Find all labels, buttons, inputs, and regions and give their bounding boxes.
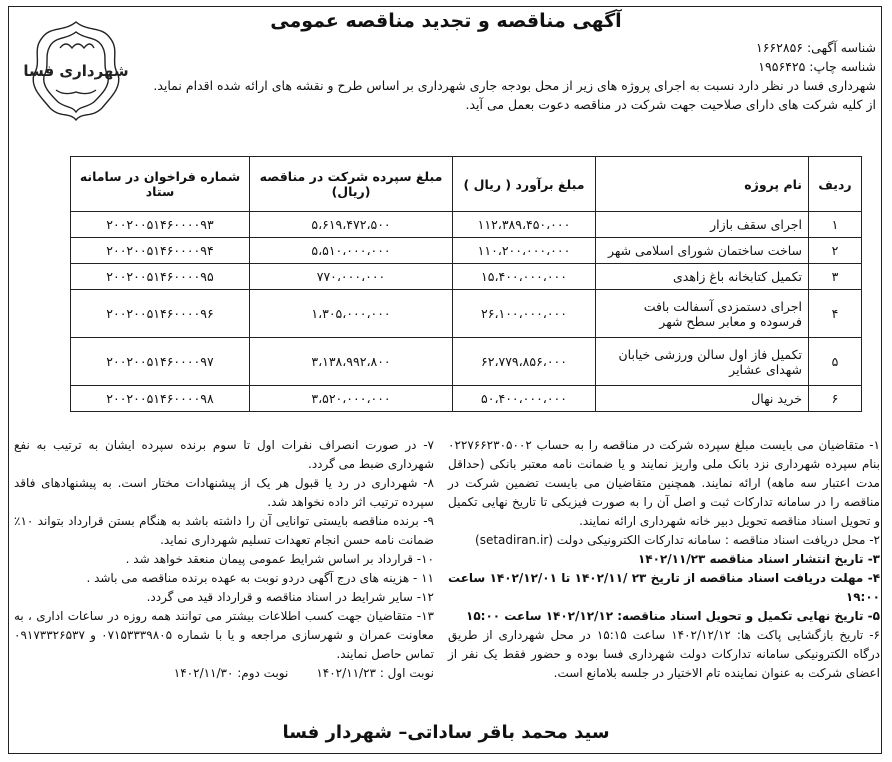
cell-row: ۲ <box>809 238 862 264</box>
cell-row: ۶ <box>809 386 862 412</box>
cell-call: ۲۰۰۲۰۰۵۱۴۶۰۰۰۰۹۵ <box>71 264 250 290</box>
term-4: ۴- مهلت دریافت اسناد مناقصه از تاریخ ۲۳ /۱۴۰۲/۱۱ تا ۱۴۰۲/۱۲/۰۱ ساعت ۱۹:۰۰ <box>448 571 881 604</box>
cell-deposit: ۱،۳۰۵،۰۰۰،۰۰۰ <box>250 290 453 338</box>
term-12: ۱۲- سایر شرایط در اسناد مناقصه و قرارداد قید می گردد. <box>146 590 434 604</box>
table-row <box>71 386 862 412</box>
cell-row: ۳ <box>809 264 862 290</box>
table-row <box>71 212 862 238</box>
cell-call: ۲۰۰۲۰۰۵۱۴۶۰۰۰۰۹۷ <box>71 338 250 386</box>
cell-row: ۱ <box>809 212 862 238</box>
col-estimate: مبلغ برآورد ( ریال ) <box>453 157 596 212</box>
cell-name: تکمیل کتابخانه باغ زاهدی <box>596 264 809 290</box>
cell-estimate: ۲۶،۱۰۰،۰۰۰،۰۰۰ <box>453 290 596 338</box>
cell-estimate: ۵۰،۴۰۰،۰۰۰،۰۰۰ <box>453 386 596 412</box>
intro-line-2: از کلیه شرکت های دارای صلاحیت جهت شرکت در مناقصه دعوت بعمل می آید. <box>465 97 876 112</box>
term-3: ۳- تاریخ انتشار اسناد مناقصه ۱۴۰۲/۱۱/۲۳ <box>637 552 880 566</box>
col-deposit: مبلغ سپرده شرکت در مناقصه (ریال) <box>250 157 453 212</box>
cell-deposit: ۳،۱۳۸،۹۹۲،۸۰۰ <box>250 338 453 386</box>
cell-call: ۲۰۰۲۰۰۵۱۴۶۰۰۰۰۹۸ <box>71 386 250 412</box>
cell-deposit: ۳،۵۲۰،۰۰۰،۰۰۰ <box>250 386 453 412</box>
intro-line-1: شهرداری فسا در نظر دارد نسبت به اجرای پروژه های زیر از محل بودجه جاری شهرداری بر اساس طرح و نقشه های ارائه شده اقدام نماید. <box>153 78 876 93</box>
cell-estimate: ۱۱۲،۳۸۹،۴۵۰،۰۰۰ <box>453 212 596 238</box>
ad-title: آگهی مناقصه و تجدید مناقصه عمومی <box>270 10 622 32</box>
col-row: ردیف <box>809 157 862 212</box>
term-5: ۵- تاریخ نهایی تکمیل و تحویل اسناد مناقصه: ۱۴۰۲/۱۲/۱۲ ساعت ۱۵:۰۰ <box>466 609 880 623</box>
term-9: ۹- برنده مناقصه بایستی توانایی آن را داشته باشد به هنگام بستن قرارداد بتواند ۱۰٪ ضمانت نامه حسن انجام تعهدات تسلیم شهرداری نماید. <box>14 514 434 547</box>
term-1: ۱- متقاضیان می بایست مبلغ سپرده شرکت در مناقصه را به حساب ۰۲۲۷۶۶۲۳۰۵۰۰۲ بنام سپرده شهرداری نزد بانک ملی واریز نمایند و یا ضمانت نامه معتبر بانکی (حداقل مدت اعتبار سه ماهه) ارائه نمایند. همچنین متقاضیان می بایست تضمین شرکت در مناقصه را در سامانه تدارکات ثبت و اصل آن را به صورت فیزیکی تا تاریخ نهایی تکمیل و تحویل اسناد مناقصه تحویل دبیر خانه شهرداری ارائه نمایند. <box>448 438 880 528</box>
col-call-number: شماره فراخوان در سامانه ستاد <box>71 157 250 212</box>
term-11: ۱۱ - هزینه های درج آگهی دردو نوبت به عهده برنده مناقصه می باشد . <box>86 571 434 585</box>
cell-estimate: ۱۵،۴۰۰،۰۰۰،۰۰۰ <box>453 264 596 290</box>
term-2: ۲- محل دریافت اسناد مناقصه : سامانه تدارکات الکترونیکی دولت (setadiran.ir) <box>475 533 880 547</box>
first-publication: نوبت اول : ۱۴۰۲/۱۱/۲۳ <box>316 666 434 680</box>
term-10: ۱۰- قرارداد بر اساس شرایط عمومی پیمان منعقد خواهد شد . <box>125 552 434 566</box>
table-header-row <box>71 157 862 212</box>
svg-text:شهرداری فسا: شهرداری فسا <box>23 62 129 80</box>
table-row <box>71 290 862 338</box>
publication-dates <box>14 664 434 683</box>
cell-deposit: ۷۷۰،۰۰۰،۰۰۰ <box>250 264 453 290</box>
cell-name: تکمیل فاز اول سالن ورزشی خیابان شهدای عشایر <box>596 338 809 386</box>
cell-name: خرید نهال <box>596 386 809 412</box>
term-6: ۶- تاریخ بازگشایی پاکت ها: ۱۴۰۲/۱۲/۱۲ ساعت ۱۵:۱۵ در محل شهرداری از طریق درگاه الکترونیکی سامانه تدارکات دولت شهرداری فسا بوده و حضور فقط یک نفر از اعضای شرکت به عنوان نماینده تام الاختیار در جلسه بلامانع است. <box>448 628 880 680</box>
cell-estimate: ۱۱۰،۲۰۰،۰۰۰،۰۰۰ <box>453 238 596 264</box>
term-7: ۷- در صورت انصراف نفرات اول تا سوم برنده سپرده ایشان به ترتیب به نفع شهرداری ضبط می گردد. <box>14 438 434 471</box>
second-publication: نوبت دوم: ۱۴۰۲/۱۱/۳۰ <box>173 666 289 680</box>
term-13: ۱۳- متقاضیان جهت کسب اطلاعات بیشتر می توانند همه روزه در ساعات اداری ، به معاونت عمران و شهرسازی مراجعه و یا با شماره ۰۷۱۵۳۳۳۹۸۰۵ و ۰۹۱۷۳۳۲۶۵۳۷ تماس حاصل نمایند. <box>14 609 434 661</box>
terms-right-column <box>448 436 880 683</box>
cell-name: اجرای سقف بازار <box>596 212 809 238</box>
cell-estimate: ۶۲،۷۷۹،۸۵۶،۰۰۰ <box>453 338 596 386</box>
table-row <box>71 338 862 386</box>
cell-name: اجرای دستمزدی آسفالت بافت فرسوده و معابر سطح شهر <box>596 290 809 338</box>
fasa-municipality-logo <box>23 18 129 122</box>
projects-table <box>70 156 862 412</box>
ad-id: شناسه آگهی: ۱۶۶۲۸۵۶ <box>756 40 876 55</box>
table-row <box>71 238 862 264</box>
table-row <box>71 264 862 290</box>
cell-call: ۲۰۰۲۰۰۵۱۴۶۰۰۰۰۹۴ <box>71 238 250 264</box>
terms-left-column <box>14 436 434 683</box>
cell-name: ساخت ساختمان شورای اسلامی شهر <box>596 238 809 264</box>
mayor-signature: سید محمد باقر ساداتی– شهردار فسا <box>282 722 610 743</box>
print-id: شناسه چاپ: ۱۹۵۶۴۲۵ <box>758 59 876 74</box>
col-name: نام پروژه <box>596 157 809 212</box>
intro-block <box>136 38 876 114</box>
cell-call: ۲۰۰۲۰۰۵۱۴۶۰۰۰۰۹۶ <box>71 290 250 338</box>
cell-row: ۴ <box>809 290 862 338</box>
cell-deposit: ۵،۶۱۹،۴۷۲،۵۰۰ <box>250 212 453 238</box>
cell-call: ۲۰۰۲۰۰۵۱۴۶۰۰۰۰۹۳ <box>71 212 250 238</box>
cell-row: ۵ <box>809 338 862 386</box>
term-8: ۸- شهرداری در رد یا قبول هر یک از پیشنهادات مختار است. به پیشنهادهای فاقد سپرده ترتیب اثر داده نخواهد شد. <box>14 476 434 509</box>
cell-deposit: ۵،۵۱۰،۰۰۰،۰۰۰ <box>250 238 453 264</box>
